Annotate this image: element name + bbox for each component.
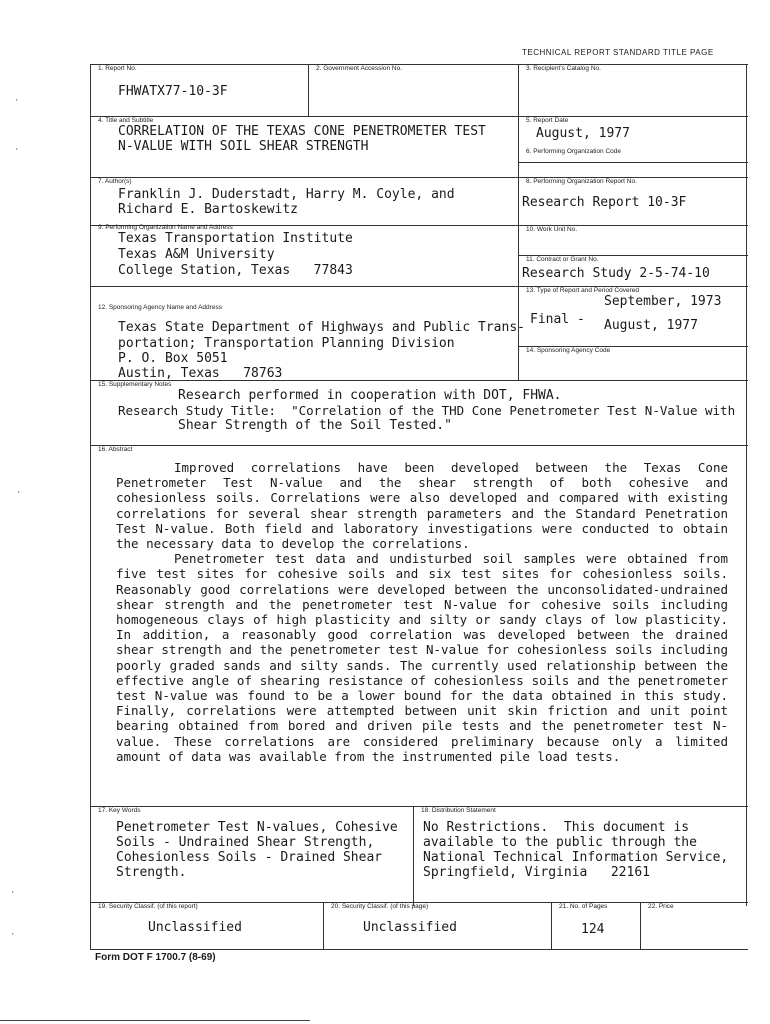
- key-words-line: Penetrometer Test N-values, Cohesive: [116, 820, 398, 835]
- field-label: 20. Security Classif. (of this page): [331, 903, 429, 910]
- report-number-field: [90, 64, 308, 116]
- report-type: Final -: [530, 312, 585, 327]
- key-words-line: Soils - Undrained Shear Strength,: [116, 835, 375, 850]
- report-title-line: CORRELATION OF THE TEXAS CONE PENETROMETER TEST: [118, 124, 486, 139]
- field-label: 19. Security Classif. (of this report): [98, 903, 198, 910]
- sponsor-address-line: Austin, Texas 78763: [118, 366, 283, 381]
- distribution-line: available to the public through the: [423, 835, 697, 850]
- page-edge-line: [0, 1020, 310, 1021]
- field-label: 9. Performing Organization Name and Address: [98, 224, 233, 231]
- period-to: August, 1977: [604, 318, 698, 333]
- performing-org-report-number: Research Report 10-3F: [522, 195, 687, 210]
- price-field: [640, 902, 748, 949]
- sponsor-address-line: portation; Transportation Planning Division: [118, 336, 455, 351]
- field-label: 7. Author(s): [98, 178, 132, 185]
- authors-line: Franklin J. Duderstadt, Harry M. Coyle, and: [118, 187, 455, 202]
- performing-org-report-field: [518, 177, 748, 225]
- notes-line: Research performed in cooperation with DOT, FHWA.: [178, 388, 562, 403]
- key-words-field: [90, 806, 413, 902]
- performing-org-name-field: [90, 225, 518, 286]
- government-accession-field: [308, 64, 518, 116]
- sponsor-address-line: Texas State Department of Highways and Public Trans-: [118, 320, 525, 335]
- field-label: 16. Abstract: [98, 446, 133, 453]
- contract-number: Research Study 2-5-74-10: [522, 266, 710, 281]
- security-class-report: Unclassified: [148, 920, 242, 935]
- contract-grant-field: [518, 255, 748, 286]
- field-label: 15. Supplementary Notes: [98, 381, 172, 388]
- report-number: FHWATX77-10-3F: [118, 84, 228, 99]
- form-number: Form DOT F 1700.7 (8-69): [95, 952, 216, 963]
- work-unit-field: [518, 225, 748, 255]
- performing-org-line: College Station, Texas 77843: [118, 263, 353, 278]
- recipient-catalog-field: [518, 64, 748, 116]
- scan-mark: ·: [14, 145, 20, 155]
- field-label: 21. No. of Pages: [559, 903, 608, 910]
- field-label: 18. Distribution Statement: [421, 807, 496, 814]
- field-label: 6. Performing Organization Code: [526, 148, 622, 155]
- field-label: 17. Key Words: [98, 807, 141, 814]
- field-label: 2. Government Accession No.: [316, 65, 402, 72]
- field-label: 5. Report Date: [526, 117, 569, 124]
- field-label: 22. Price: [648, 903, 674, 910]
- field-label: 13. Type of Report and Period Covered: [526, 287, 639, 294]
- field-label: 3. Recipient's Catalog No.: [526, 65, 601, 72]
- key-words-line: Strength.: [116, 865, 187, 880]
- field-label: 4. Title and Subtitle: [98, 117, 154, 124]
- distribution-line: Springfield, Virginia 22161: [423, 865, 650, 880]
- field-label: 8. Performing Organization Report No.: [526, 178, 637, 185]
- report-title-line: N-VALUE WITH SOIL SHEAR STRENGTH: [118, 139, 369, 154]
- key-words-line: Cohesionless Soils - Drained Shear: [116, 850, 383, 865]
- performing-org-line: Texas Transportation Institute: [118, 231, 353, 246]
- scan-mark: ·: [14, 96, 20, 106]
- sponsoring-agency-field: [90, 286, 525, 381]
- grid-line: [90, 949, 748, 950]
- field-label: 1. Report No.: [98, 65, 137, 72]
- distribution-line: National Technical Information Service,: [423, 850, 729, 865]
- field-label: 14. Sponsoring Agency Code: [526, 347, 611, 354]
- title-subtitle-field: [90, 116, 518, 177]
- field-label: 12. Sponsoring Agency Name and Address: [98, 304, 222, 311]
- security-class-page-field: [323, 902, 551, 949]
- scan-mark: ·: [10, 930, 16, 940]
- sponsor-address-line: P. O. Box 5051: [118, 351, 228, 366]
- abstract-paragraph: Penetrometer test data and undisturbed soil samples were obtained from five test sites for cohesive soils and six test sites for cohesionless soils. Reasonably good correlations were developed between the unconsolidated-undrained shear strength and the penetrometer test N-value for cohesive soils including homogeneous clays of high plasticity and silty or sandy clays of low plasticity. In addition, a reasonably good correlation was developed between the drained shear strength and the penetrometer test N-value for cohesionless soils including poorly graded sands and silty sands. The currently used relationship between the effective angle of shearing resistance of cohesionless soils and the penetrometer test N-value was found to be a lower bound for the data obtained in this study. Finally, correlations were attempted between unit skin friction and unit point bearing obtained from bored and driven pile tests and the penetrometer test N-value. These correlations are considered preliminary because only a limited amount of data was available from the instrumented pile load tests.: [116, 551, 728, 764]
- abstract-field: [90, 445, 748, 806]
- security-class-report-field: [90, 902, 323, 949]
- abstract-paragraph: Improved correlations have been developed between the Texas Cone Penetrometer Test N-value and the shear strength of both cohesive and cohesionless soils. Correlations were also developed and compared with existing correlations for several shear strength parameters and the Standard Penetration Test N-value. Both field and laboratory investigations were conducted to obtain the necessary data to develop the correlations.: [116, 460, 728, 552]
- scan-mark: ·: [16, 488, 22, 498]
- number-of-pages-field: [551, 902, 640, 949]
- report-type-period-field: [518, 286, 748, 346]
- field-label: 11. Contract or Grant No.: [526, 256, 599, 263]
- distribution-line: No Restrictions. This document is: [423, 820, 690, 835]
- performing-org-code-field: [518, 148, 748, 177]
- scan-mark: ·: [10, 888, 16, 898]
- field-label: 10. Work Unit No.: [526, 226, 578, 233]
- notes-line: Shear Strength of the Soil Tested.": [178, 418, 452, 433]
- security-class-page: Unclassified: [363, 920, 457, 935]
- authors-line: Richard E. Bartoskewitz: [118, 202, 299, 217]
- distribution-statement-field: [413, 806, 748, 902]
- performing-org-line: Texas A&M University: [118, 247, 275, 262]
- standard-title-form: [90, 64, 748, 950]
- notes-line: Research Study Title: "Correlation of the THD Cone Penetrometer Test N-Value with: [118, 403, 736, 418]
- sponsoring-agency-code-field: [518, 346, 748, 380]
- supplementary-notes-field: [90, 380, 748, 445]
- number-of-pages: 124: [581, 922, 605, 937]
- form-header: TECHNICAL REPORT STANDARD TITLE PAGE: [522, 48, 714, 57]
- period-from: September, 1973: [604, 294, 722, 309]
- authors-field: [90, 177, 518, 225]
- report-date: August, 1977: [536, 126, 630, 141]
